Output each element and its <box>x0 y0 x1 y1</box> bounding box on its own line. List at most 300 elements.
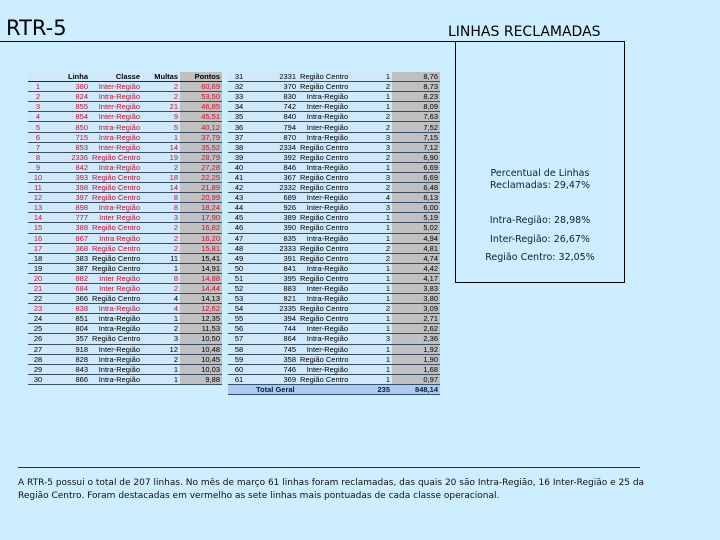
linha-cell: 392 <box>250 152 298 162</box>
rank-cell: 10 <box>28 172 48 182</box>
linha-cell: 368 <box>48 243 90 253</box>
linha-cell: 2331 <box>250 72 298 82</box>
pontos-cell: 6,69 <box>392 172 440 182</box>
rank-cell: 41 <box>228 172 250 182</box>
table-row <box>28 223 222 233</box>
linha-cell: 846 <box>250 162 298 172</box>
pontos-cell: 12,62 <box>180 304 222 314</box>
table-row <box>228 364 440 374</box>
pontos-cell: 1,92 <box>392 344 440 354</box>
classe-cell: Região Centro <box>300 82 349 92</box>
multas-cell: 3 <box>350 172 392 182</box>
table-row <box>228 243 440 253</box>
pontos-cell: 46,85 <box>180 102 222 112</box>
pontos-cell: 18,24 <box>180 203 222 213</box>
linha-cell: 397 <box>48 193 90 203</box>
linha-cell: 864 <box>250 334 298 344</box>
rank-cell: 17 <box>28 243 48 253</box>
rank-cell: 1 <box>28 82 48 92</box>
multas-cell: 3 <box>350 132 392 142</box>
multas-cell: 2 <box>350 82 392 92</box>
table-row <box>28 314 222 324</box>
table-row <box>28 82 222 92</box>
linha-cell: 390 <box>250 223 298 233</box>
linha-cell: 2335 <box>250 304 298 314</box>
col-multas: Multas <box>142 72 180 82</box>
table-row <box>28 253 222 263</box>
rank-cell: 42 <box>228 183 250 193</box>
footer-divider <box>18 467 640 468</box>
table-row <box>228 193 440 203</box>
linha-cell: 853 <box>48 142 90 152</box>
table-row <box>228 92 440 102</box>
pontos-cell: 10,03 <box>180 364 222 374</box>
multas-cell: 8 <box>142 273 180 283</box>
multas-cell: 2 <box>350 304 392 314</box>
classe-cell: Inter-Região <box>298 203 350 213</box>
page-subtitle: LINHAS RECLAMADAS <box>448 24 601 40</box>
pontos-cell: 8,73 <box>392 82 440 92</box>
linha-cell: 398 <box>48 183 90 193</box>
pontos-cell: 22,25 <box>180 172 222 182</box>
rank-cell: 33 <box>228 92 250 102</box>
multas-cell: 2 <box>350 253 392 263</box>
rank-cell: 4 <box>28 112 48 122</box>
col-linha: Linha <box>48 72 90 82</box>
table-row <box>228 183 440 193</box>
multas-cell: 2 <box>142 162 180 172</box>
classe-cell: Região Centro <box>92 294 141 304</box>
rank-cell: 31 <box>228 72 250 82</box>
summary-intra: Intra-Região: 28,98% <box>489 215 591 226</box>
linha-cell: 841 <box>250 263 298 273</box>
rank-cell: 32 <box>228 82 250 92</box>
linha-cell: 840 <box>250 112 298 122</box>
rank-cell: 5 <box>28 122 48 132</box>
table-row <box>228 213 440 223</box>
linha-cell: 794 <box>250 122 298 132</box>
classe-cell: Intra-Região <box>90 374 142 384</box>
rank-cell: 24 <box>28 314 48 324</box>
table-row <box>28 233 222 243</box>
rank-cell: 38 <box>228 142 250 152</box>
linha-cell: 843 <box>48 364 90 374</box>
rank-cell: 2 <box>28 92 48 102</box>
pontos-cell: 8,23 <box>392 92 440 102</box>
rank-cell: 34 <box>228 102 250 112</box>
linha-cell: 684 <box>48 283 90 293</box>
pontos-cell: 37,79 <box>180 132 222 142</box>
pontos-cell: 1,68 <box>392 364 440 374</box>
total-row <box>228 384 440 394</box>
classe-cell: Intra-Região <box>90 364 142 374</box>
multas-cell: 3 <box>350 142 392 152</box>
multas-cell: 2 <box>142 324 180 334</box>
rank-cell: 40 <box>228 162 250 172</box>
rank-cell: 21 <box>28 283 48 293</box>
rank-cell: 26 <box>28 334 48 344</box>
multas-cell: 1 <box>350 263 392 273</box>
table-row <box>28 152 222 162</box>
linha-cell: 388 <box>48 223 90 233</box>
pontos-cell: 11,53 <box>180 324 222 334</box>
rank-cell: 39 <box>228 152 250 162</box>
table-row <box>228 102 440 112</box>
rank-cell: 48 <box>228 243 250 253</box>
pontos-cell: 2,62 <box>392 324 440 334</box>
classe-cell: Intra-Região <box>298 334 350 344</box>
multas-cell: 21 <box>142 102 180 112</box>
rank-cell: 9 <box>28 162 48 172</box>
classe-cell: Região Centro <box>92 223 141 233</box>
multas-cell: 9 <box>142 112 180 122</box>
linha-cell: 882 <box>48 273 90 283</box>
classe-cell: Inter-Região <box>90 102 142 112</box>
multas-cell: 1 <box>142 263 180 273</box>
classe-cell: Região Centro <box>300 304 349 314</box>
col-rank <box>28 72 48 82</box>
classe-cell: Inter-Região <box>298 324 350 334</box>
linha-cell: 2334 <box>250 142 298 152</box>
multas-cell: 2 <box>142 82 180 92</box>
linha-cell: 867 <box>48 233 90 243</box>
multas-cell: 2 <box>350 243 392 253</box>
rank-cell: 7 <box>28 142 48 152</box>
rank-cell: 8 <box>28 152 48 162</box>
classe-cell: Região Centro <box>300 213 349 223</box>
multas-cell: 8 <box>142 203 180 213</box>
classe-cell: Intra-Região <box>90 203 142 213</box>
classe-cell: Inter-Região <box>298 193 350 203</box>
multas-cell: 1 <box>350 294 392 304</box>
pontos-cell: 40,12 <box>180 122 222 132</box>
table-row <box>28 263 222 273</box>
multas-cell: 2 <box>142 233 180 243</box>
pontos-cell: 10,45 <box>180 354 222 364</box>
table-row <box>28 142 222 152</box>
multas-cell: 1 <box>350 92 392 102</box>
rank-cell: 52 <box>228 283 250 293</box>
table-row <box>228 162 440 172</box>
linha-cell: 851 <box>48 314 90 324</box>
rank-cell: 60 <box>228 364 250 374</box>
table-row <box>228 344 440 354</box>
pontos-cell: 35,52 <box>180 142 222 152</box>
linha-cell: 883 <box>250 283 298 293</box>
multas-cell: 8 <box>142 193 180 203</box>
pontos-cell: 7,52 <box>392 122 440 132</box>
classe-cell: Inter-Região <box>90 112 142 122</box>
table-row <box>28 162 222 172</box>
classe-cell: Intra-Região <box>298 132 350 142</box>
classe-cell: Inter-Região <box>298 102 350 112</box>
rank-cell: 11 <box>28 183 48 193</box>
linha-cell: 744 <box>250 324 298 334</box>
total-label: Total Geral <box>228 384 350 394</box>
classe-cell: Inter-Região <box>298 283 350 293</box>
total-multas: 235 <box>350 384 392 394</box>
pontos-cell: 4,81 <box>392 243 440 253</box>
table-row <box>28 132 222 142</box>
table-row <box>28 334 222 344</box>
table-header <box>28 72 222 82</box>
pontos-cell: 12,35 <box>180 314 222 324</box>
linha-cell: 2333 <box>250 243 298 253</box>
classe-cell: Região Centro <box>92 253 141 263</box>
table-row <box>228 283 440 293</box>
summary-line1: Percentual de Linhas <box>490 168 590 179</box>
linha-cell: 395 <box>250 273 298 283</box>
linha-cell: 918 <box>48 344 90 354</box>
linha-cell: 745 <box>250 344 298 354</box>
classe-cell: Região Centro <box>300 273 349 283</box>
linha-cell: 838 <box>48 304 90 314</box>
pontos-cell: 2,71 <box>392 314 440 324</box>
linha-cell: 835 <box>250 233 298 243</box>
pontos-cell: 7,63 <box>392 112 440 122</box>
classe-cell: Inter Região <box>90 283 142 293</box>
classe-cell: Região Centro <box>300 152 349 162</box>
classe-cell: Intra-Região <box>298 92 350 102</box>
classe-cell: Intra-Região <box>298 263 350 273</box>
table-row <box>228 82 440 92</box>
pontos-cell: 4,42 <box>392 263 440 273</box>
rank-cell: 49 <box>228 253 250 263</box>
linha-cell: 842 <box>48 162 90 172</box>
multas-cell: 11 <box>142 253 180 263</box>
classe-cell: Região Centro <box>92 183 141 193</box>
pontos-cell: 6,13 <box>392 193 440 203</box>
classe-cell: Intra-Região <box>298 294 350 304</box>
multas-cell: 2 <box>350 122 392 132</box>
classe-cell: Intra-Região <box>90 92 142 102</box>
classe-cell: Intra-Região <box>90 122 142 132</box>
table-row <box>28 183 222 193</box>
multas-cell: 1 <box>350 233 392 243</box>
footer-text: A RTR-5 possui o total de 207 linhas. No mês de março 61 linhas foram reclamadas, das quais 20 são Intra-Região, 16 Inter-Região e 25 da Região Centro. Foram destacadas em vermelho as sete linhas mais pontuadas de cada classe operacional. <box>18 478 645 501</box>
summary-centro: Região Centro: 32,05% <box>485 252 595 263</box>
pontos-cell: 53,50 <box>180 92 222 102</box>
pontos-cell: 8,09 <box>392 102 440 112</box>
linha-cell: 391 <box>250 253 298 263</box>
col-classe: Classe <box>90 72 142 82</box>
rank-cell: 46 <box>228 223 250 233</box>
rank-cell: 51 <box>228 273 250 283</box>
pontos-cell: 15,41 <box>180 253 222 263</box>
pontos-cell: 6,69 <box>392 162 440 172</box>
pontos-cell: 4,17 <box>392 273 440 283</box>
pontos-cell: 16,82 <box>180 223 222 233</box>
classe-cell: Região Centro <box>300 183 349 193</box>
rank-cell: 6 <box>28 132 48 142</box>
linha-cell: 358 <box>250 354 298 364</box>
table-row <box>28 324 222 334</box>
total-pontos: 848,14 <box>392 384 440 394</box>
pontos-cell: 21,89 <box>180 183 222 193</box>
rank-cell: 16 <box>28 233 48 243</box>
multas-cell: 3 <box>142 334 180 344</box>
pontos-cell: 60,69 <box>180 82 222 92</box>
classe-cell: Região Centro <box>300 314 349 324</box>
table-row <box>228 132 440 142</box>
classe-cell: Intra-Região <box>298 162 350 172</box>
rank-cell: 30 <box>28 374 48 384</box>
col-pontos: Pontos <box>180 72 222 82</box>
pontos-cell: 7,12 <box>392 142 440 152</box>
pontos-cell: 2,36 <box>392 334 440 344</box>
classe-cell: Região Centro <box>300 243 349 253</box>
multas-cell: 2 <box>142 92 180 102</box>
pontos-cell: 14,91 <box>180 263 222 273</box>
classe-cell: Região Centro <box>300 253 349 263</box>
linha-cell: 689 <box>250 193 298 203</box>
table-row <box>28 304 222 314</box>
pontos-cell: 20,99 <box>180 193 222 203</box>
classe-cell: Intra-Região <box>298 233 350 243</box>
multas-cell: 1 <box>350 162 392 172</box>
linha-cell: 357 <box>48 334 90 344</box>
classe-cell: Região Centro <box>300 142 349 152</box>
table-row <box>228 294 440 304</box>
multas-cell: 12 <box>142 344 180 354</box>
rank-cell: 25 <box>28 324 48 334</box>
pontos-cell: 5,19 <box>392 213 440 223</box>
pontos-cell: 5,02 <box>392 223 440 233</box>
multas-cell: 2 <box>350 183 392 193</box>
pontos-cell: 27,28 <box>180 162 222 172</box>
classe-cell: Região Centro <box>300 172 349 182</box>
table-row <box>228 253 440 263</box>
pontos-cell: 6,00 <box>392 203 440 213</box>
multas-cell: 3 <box>350 334 392 344</box>
multas-cell: 2 <box>350 112 392 122</box>
multas-cell: 1 <box>142 374 180 384</box>
multas-cell: 3 <box>350 203 392 213</box>
multas-cell: 1 <box>350 213 392 223</box>
multas-cell: 1 <box>350 324 392 334</box>
table-row <box>228 223 440 233</box>
classe-cell: Intra-Região <box>90 132 142 142</box>
table-row <box>228 72 440 82</box>
rank-cell: 35 <box>228 112 250 122</box>
rank-cell: 54 <box>228 304 250 314</box>
table-row <box>28 172 222 182</box>
classe-cell: Região Centro <box>300 374 349 384</box>
classe-cell: Inter-Região <box>298 122 350 132</box>
rank-cell: 13 <box>28 203 48 213</box>
table-row <box>28 283 222 293</box>
pontos-cell: 15,81 <box>180 243 222 253</box>
table-row <box>228 273 440 283</box>
rank-cell: 18 <box>28 253 48 263</box>
rank-cell: 28 <box>28 354 48 364</box>
linha-cell: 850 <box>48 122 90 132</box>
rank-cell: 19 <box>28 263 48 273</box>
pontos-cell: 4,74 <box>392 253 440 263</box>
classe-cell: Inter-Região <box>298 364 350 374</box>
linha-cell: 715 <box>48 132 90 142</box>
classe-cell: Inter-Região <box>298 344 350 354</box>
linha-cell: 366 <box>48 294 90 304</box>
pontos-cell: 3,80 <box>392 294 440 304</box>
rank-cell: 45 <box>228 213 250 223</box>
pontos-cell: 10,50 <box>180 334 222 344</box>
table-row <box>28 273 222 283</box>
table-row <box>228 172 440 182</box>
multas-cell: 1 <box>350 314 392 324</box>
multas-cell: 4 <box>142 304 180 314</box>
multas-cell: 1 <box>350 273 392 283</box>
multas-cell: 2 <box>350 152 392 162</box>
linha-cell: 804 <box>48 324 90 334</box>
classe-cell: Região Centro <box>92 193 141 203</box>
linha-cell: 821 <box>250 294 298 304</box>
linha-cell: 866 <box>48 374 90 384</box>
pontos-cell: 6,90 <box>392 152 440 162</box>
classe-cell: Região Centro <box>92 152 141 162</box>
table-row <box>28 344 222 354</box>
linha-cell: 746 <box>250 364 298 374</box>
rank-cell: 29 <box>28 364 48 374</box>
rank-cell: 27 <box>28 344 48 354</box>
summary-line2: Reclamadas: 29,47% <box>489 180 591 191</box>
rank-cell: 3 <box>28 102 48 112</box>
rank-cell: 43 <box>228 193 250 203</box>
linha-cell: 367 <box>250 172 298 182</box>
rank-cell: 44 <box>228 203 250 213</box>
pontos-cell: 1,90 <box>392 354 440 364</box>
linha-cell: 926 <box>250 203 298 213</box>
multas-cell: 2 <box>142 354 180 364</box>
classe-cell: Intra-Região <box>298 112 350 122</box>
multas-cell: 2 <box>142 283 180 293</box>
pontos-cell: 7,15 <box>392 132 440 142</box>
classe-cell: Intra-Região <box>90 304 142 314</box>
table-row <box>228 334 440 344</box>
pontos-cell: 0,97 <box>392 374 440 384</box>
linha-cell: 2332 <box>250 183 298 193</box>
multas-cell: 1 <box>142 132 180 142</box>
multas-cell: 1 <box>142 364 180 374</box>
classe-cell: Região Centro <box>92 334 141 344</box>
classe-cell: Inter-Região <box>90 344 142 354</box>
table-row <box>28 102 222 112</box>
rank-cell: 59 <box>228 354 250 364</box>
pontos-cell: 8,76 <box>392 72 440 82</box>
classe-cell: Região Centro <box>300 354 349 364</box>
table-row <box>228 314 440 324</box>
classe-cell: Inter Região <box>90 273 142 283</box>
multas-cell: 1 <box>350 344 392 354</box>
linha-cell: 370 <box>250 82 298 92</box>
linha-cell: 2336 <box>48 152 90 162</box>
table-row <box>228 122 440 132</box>
rank-cell: 58 <box>228 344 250 354</box>
rank-cell: 50 <box>228 263 250 273</box>
table-row <box>28 243 222 253</box>
rank-cell: 56 <box>228 324 250 334</box>
linha-cell: 824 <box>48 92 90 102</box>
table-row <box>228 233 440 243</box>
linha-cell: 387 <box>48 263 90 273</box>
pontos-cell: 9,88 <box>180 374 222 384</box>
linha-cell: 369 <box>250 374 298 384</box>
classe-cell: Intra-Região <box>90 354 142 364</box>
classe-cell: Inter-Região <box>90 82 142 92</box>
multas-cell: 1 <box>350 223 392 233</box>
pontos-cell: 45,51 <box>180 112 222 122</box>
ranking-table-right <box>228 72 440 395</box>
